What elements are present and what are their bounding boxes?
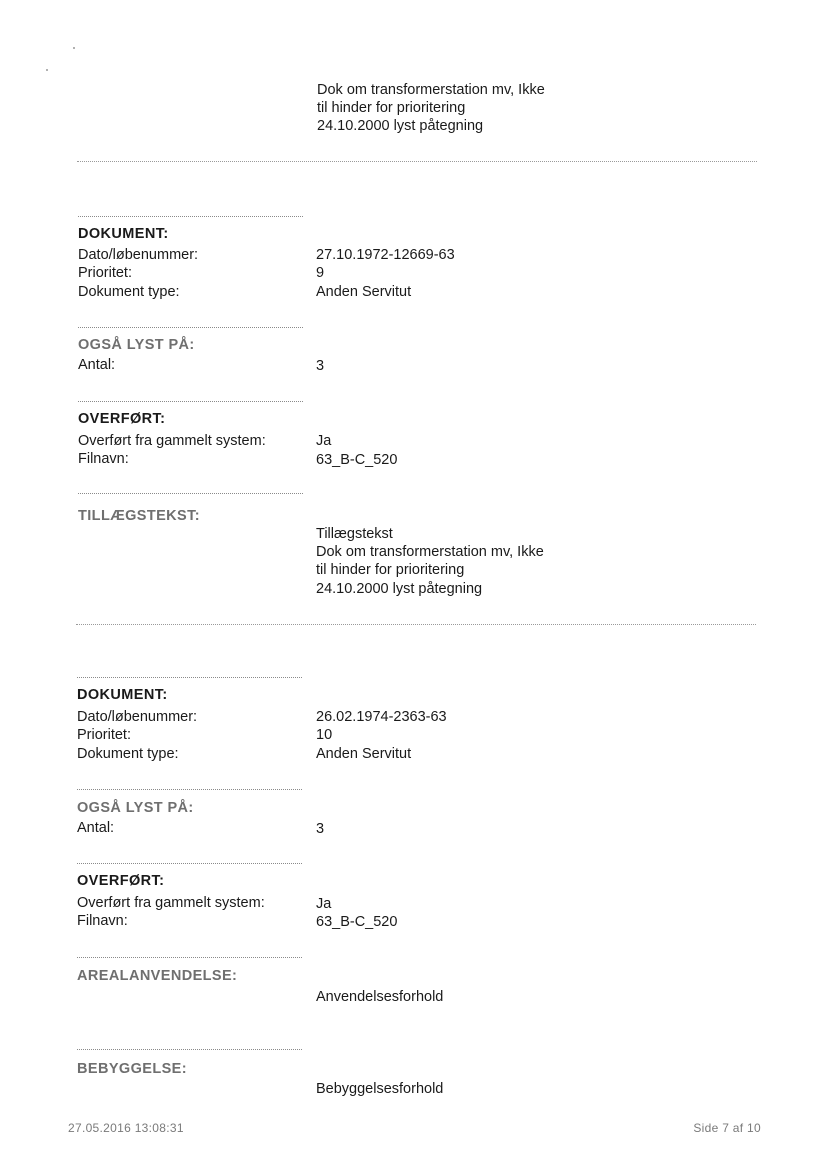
footer-timestamp: 27.05.2016 13:08:31 [68, 1121, 184, 1135]
overfoert-label: Overført fra gammelt system: [77, 895, 265, 911]
top-note-line: 24.10.2000 lyst påtegning [317, 118, 484, 134]
ogsaa-lyst-heading: OGSÅ LYST PÅ: [77, 800, 194, 816]
overfoert-value: Ja [316, 896, 332, 912]
heading-rule [78, 327, 303, 328]
heading-rule [77, 1049, 302, 1050]
dato-value: 26.02.1974-2363-63 [316, 709, 447, 725]
ogsaa-lyst-heading: OGSÅ LYST PÅ: [78, 337, 195, 353]
heading-rule [78, 216, 303, 217]
overfoert-label: Overført fra gammelt system: [78, 433, 266, 449]
tillaeg-line: Tillægstekst [316, 526, 393, 542]
prioritet-label: Prioritet: [77, 727, 131, 743]
top-note-line: Dok om transformerstation mv, Ikke [317, 82, 545, 98]
tillaeg-line: Dok om transformerstation mv, Ikke [316, 544, 544, 560]
overfoert-value: Ja [316, 433, 332, 449]
arealanvendelse-value: Anvendelsesforhold [316, 989, 444, 1005]
tillaeg-line: 24.10.2000 lyst påtegning [316, 581, 483, 597]
prioritet-value: 9 [316, 265, 325, 281]
dokument-type-label: Dokument type: [77, 746, 179, 762]
footer-page-number: Side 7 af 10 [693, 1121, 761, 1135]
heading-rule [77, 863, 302, 864]
bebyggelse-value: Bebyggelsesforhold [316, 1081, 444, 1097]
filnavn-label: Filnavn: [77, 913, 128, 929]
heading-rule [78, 401, 303, 402]
section-divider [76, 624, 756, 625]
heading-rule [77, 789, 302, 790]
dokument-type-value: Anden Servitut [316, 284, 412, 300]
heading-rule [78, 493, 303, 494]
tillaegstekst-heading: TILLÆGSTEKST: [78, 508, 200, 524]
overfoert-heading: OVERFØRT: [77, 873, 165, 889]
scan-speck [46, 69, 48, 71]
dokument-heading: DOKUMENT: [78, 226, 169, 242]
antal-label: Antal: [77, 820, 115, 836]
section-divider [77, 161, 757, 162]
filnavn-label: Filnavn: [78, 451, 129, 467]
overfoert-heading: OVERFØRT: [78, 411, 166, 427]
dato-label: Dato/løbenummer: [77, 709, 198, 725]
dokument-type-value: Anden Servitut [316, 746, 412, 762]
dato-label: Dato/løbenummer: [78, 247, 199, 263]
antal-label: Antal: [78, 357, 116, 373]
arealanvendelse-heading: AREALANVENDELSE: [77, 968, 238, 984]
filnavn-value: 63_B-C_520 [316, 914, 398, 930]
heading-rule [77, 677, 302, 678]
top-note-line: til hinder for prioritering [317, 100, 466, 116]
scan-speck [73, 47, 75, 49]
dokument-type-label: Dokument type: [78, 284, 180, 300]
antal-value: 3 [316, 358, 325, 374]
prioritet-label: Prioritet: [78, 265, 132, 281]
tillaeg-line: til hinder for prioritering [316, 562, 465, 578]
antal-value: 3 [316, 821, 325, 837]
dato-value: 27.10.1972-12669-63 [316, 247, 455, 263]
prioritet-value: 10 [316, 727, 333, 743]
dokument-heading: DOKUMENT: [77, 687, 168, 703]
bebyggelse-heading: BEBYGGELSE: [77, 1061, 187, 1077]
heading-rule [77, 957, 302, 958]
filnavn-value: 63_B-C_520 [316, 452, 398, 468]
